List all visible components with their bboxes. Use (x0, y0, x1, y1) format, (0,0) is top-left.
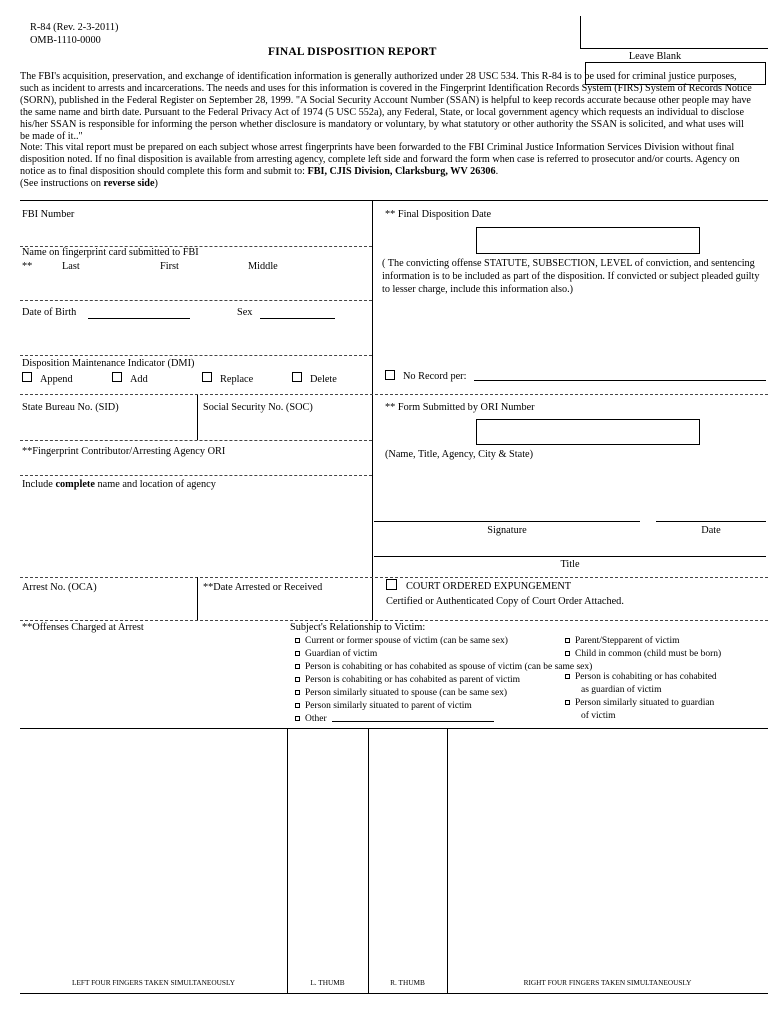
row-divider (20, 475, 372, 476)
dmi-replace-checkbox[interactable] (202, 372, 212, 382)
l-thumb-label: L. THUMB (310, 978, 345, 987)
relationship-option-label: Child in common (child must be born) (575, 649, 722, 659)
center-column-divider (372, 200, 373, 620)
relationship-option-label: Current or former spouse of victim (can be same sex) (305, 636, 508, 646)
leave-blank-label: Leave Blank (628, 51, 682, 62)
relationship-option-similar-parent (295, 700, 472, 713)
relationship-checkbox[interactable] (295, 664, 300, 669)
date-arrested-label: **Date Arrested or Received (203, 582, 323, 593)
fingerprint-contributor-label: **Fingerprint Contributor/Arresting Agency ORI (22, 446, 226, 457)
row-divider (20, 300, 372, 301)
relationship-option-similar-spouse (295, 687, 507, 700)
row-divider (20, 394, 768, 395)
relationship-option-other (295, 713, 494, 726)
ori-number-box[interactable] (476, 419, 700, 445)
dmi-replace-label: Replace (220, 374, 254, 385)
relationship-checkbox[interactable] (565, 638, 570, 643)
relationship-option-cohabit-spouse (295, 661, 592, 674)
relationship-checkbox[interactable] (565, 700, 570, 705)
form-bottom-rule (20, 993, 768, 994)
leave-blank-divider (580, 16, 581, 48)
fingerprint-divider (447, 728, 448, 993)
row-divider (20, 620, 768, 621)
date-label: Date (701, 525, 721, 536)
name-last-label: Last (62, 261, 80, 272)
no-record-label: No Record per: (403, 371, 467, 382)
offenses-charged-label: **Offenses Charged at Arrest (22, 622, 144, 633)
row-divider (20, 440, 372, 441)
fbi-number-label: FBI Number (22, 209, 75, 220)
expungement-checkbox[interactable] (386, 579, 397, 590)
name-title-agency-label: (Name, Title, Agency, City & State) (385, 449, 534, 460)
relationship-header: Subject's Relationship to Victim: (290, 622, 426, 633)
fingerprint-top-rule (20, 728, 768, 729)
relationship-option-label: Person similarly situated to guardian of victim (575, 698, 715, 721)
name-first-label: First (160, 261, 179, 272)
name-middle-label: Middle (248, 261, 278, 272)
name-on-card-label: Name on fingerprint card submitted to FBI (22, 247, 199, 258)
relationship-option-cohabit-parent (295, 674, 520, 687)
social-security-no-label: Social Security No. (SOC) (203, 402, 313, 413)
relationship-checkbox[interactable] (565, 674, 570, 679)
convicting-offense-note: ( The convicting offense STATUTE, SUBSECTION, LEVEL of conviction, and sentencing information is to be included as part of the disposition. If convicted or subject pleaded guilty to lesser charge, include this information also.) (382, 258, 760, 295)
see-instructions-line: (See instructions on reverse side) (20, 178, 158, 190)
form-revision: R-84 (Rev. 2-3-2011) (30, 22, 119, 33)
expungement-sub-label: Certified or Authenticated Copy of Court Order Attached. (386, 596, 624, 607)
form-title: FINAL DISPOSITION REPORT (268, 46, 437, 58)
relationship-checkbox[interactable] (295, 716, 300, 721)
dmi-append-label: Append (40, 374, 73, 385)
form-top-rule (20, 200, 768, 201)
title-label: Title (560, 559, 580, 570)
sid-soc-divider (197, 395, 198, 440)
relationship-checkbox[interactable] (295, 677, 300, 682)
fingerprint-divider (287, 728, 288, 993)
date-line[interactable] (656, 521, 766, 522)
dmi-delete-label: Delete (310, 374, 337, 385)
relationship-option-label: Person is cohabiting or has cohabited as parent of victim (305, 675, 521, 685)
arrest-no-label: Arrest No. (OCA) (22, 582, 97, 593)
intro-block (20, 71, 754, 190)
sex-fill-line[interactable] (260, 318, 335, 319)
r-thumb-label: R. THUMB (390, 978, 425, 987)
signature-label: Signature (487, 525, 527, 536)
leave-blank-rule (580, 48, 768, 49)
relationship-checkbox[interactable] (295, 651, 300, 656)
right-four-fingers-label: RIGHT FOUR FINGERS TAKEN SIMULTANEOUSLY (523, 978, 692, 987)
relationship-option-label: Parent/Stepparent of victim (575, 636, 680, 646)
dmi-delete-checkbox[interactable] (292, 372, 302, 382)
expungement-label: COURT ORDERED EXPUNGEMENT (406, 581, 572, 592)
dmi-add-checkbox[interactable] (112, 372, 122, 382)
relationship-option-similar-guardian (565, 697, 714, 723)
relationship-option-parent (565, 635, 679, 648)
signature-line[interactable] (374, 521, 640, 522)
relationship-option-guardian (295, 648, 377, 661)
dmi-label: Disposition Maintenance Indicator (DMI) (22, 358, 195, 369)
dmi-append-checkbox[interactable] (22, 372, 32, 382)
state-bureau-no-label: State Bureau No. (SID) (22, 402, 119, 413)
final-disposition-date-box[interactable] (476, 227, 700, 254)
relationship-option-label: Person is cohabiting or has cohabited as spouse of victim (can be same sex) (305, 662, 593, 672)
no-record-checkbox[interactable] (385, 370, 395, 380)
include-agency-label: Include complete name and location of agency (22, 479, 216, 490)
relationship-checkbox[interactable] (295, 638, 300, 643)
relationship-checkbox[interactable] (565, 651, 570, 656)
relationship-option-label: Person similarly situated to parent of victim (305, 701, 472, 711)
row-divider (20, 355, 372, 356)
note-paragraph: Note: This vital report must be prepared on each subject whose arrest fingerprints have been forwarded to the FBI Criminal Justice Information Services Division without final disposition noted. If no final disposition is available from arresting agency, complete left side and forward the form when case is referred to prosecutor and/or courts. Agency on notice as to final disposition should complete this form and submit to: FBI, CJIS Division, Clarksburg, WV 26306. (20, 142, 740, 178)
final-disposition-date-label: ** Final Disposition Date (385, 209, 492, 220)
privacy-act-paragraph: The FBI's acquisition, preservation, and exchange of identification information is generally authorized under 28 USC 534. This R-84 is to be used for criminal justice purposes, such as incident to arrests and incarcerations. The needs and uses for this information is covered in the Fingerprint Identification Records System (FIRS) System of Records Notice (SORN), published in the Federal Register on September 28, 1999. "A Social Security Account Number (SSAN) is helpful to keep records accurate because other people may have the same name and birth date. Pursuant to the Federal Privacy Act of 1974 (5 USC 552a), any Federal, State, or local government agency which requests an individual to disclose his/her SSAN is responsible for informing the person whether disclosure is mandatory or voluntary, by what statutory or other authority the SSAN is solicited, and what uses will be made of it.." (20, 71, 752, 142)
left-four-fingers-label: LEFT FOUR FINGERS TAKEN SIMULTANEOUSLY (72, 978, 235, 987)
relationship-option-cohabit-guardian (565, 671, 717, 697)
relationship-option-label: Person is cohabiting or has cohabited as guardian of victim (575, 672, 717, 695)
title-line[interactable] (374, 556, 766, 557)
dob-label: Date of Birth (22, 307, 77, 318)
oca-date-divider (197, 577, 198, 620)
sex-label: Sex (237, 307, 253, 318)
no-record-fill-line[interactable] (474, 380, 766, 381)
relationship-option-child-in-common (565, 648, 721, 661)
relationship-option-label: Other (305, 714, 327, 724)
relationship-checkbox[interactable] (295, 703, 300, 708)
row-divider (20, 577, 768, 578)
form-omb-number: OMB-1110-0000 (30, 35, 101, 46)
dmi-add-label: Add (130, 374, 148, 385)
fingerprint-divider (368, 728, 369, 993)
relationship-option-spouse (295, 635, 508, 648)
ori-number-label: ** Form Submitted by ORI Number (385, 402, 535, 413)
dob-fill-line[interactable] (88, 318, 190, 319)
name-required-stars: ** (22, 261, 33, 272)
relationship-option-label: Person similarly situated to spouse (can be same sex) (305, 688, 508, 698)
relationship-option-label: Guardian of victim (305, 649, 378, 659)
relationship-other-fill-line[interactable] (332, 713, 494, 722)
relationship-checkbox[interactable] (295, 690, 300, 695)
